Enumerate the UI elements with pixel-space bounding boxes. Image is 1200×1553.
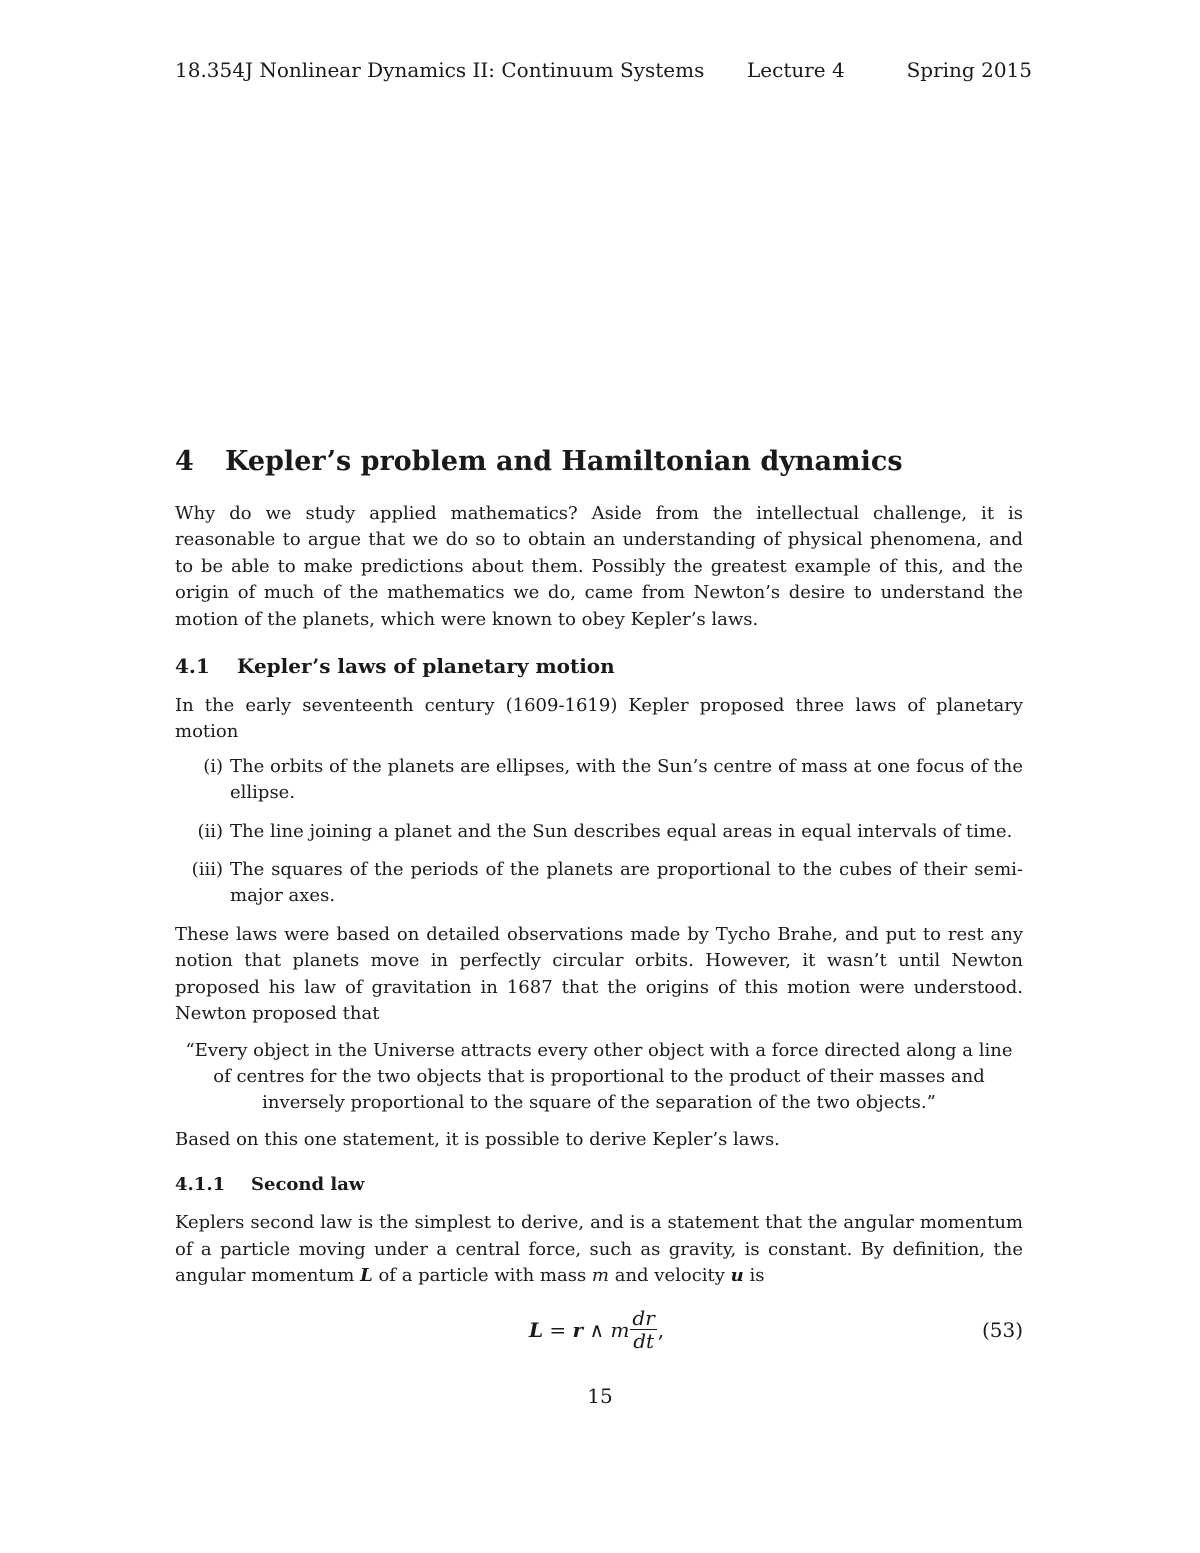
list-marker: (i) (203, 755, 223, 777)
conclusion-paragraph: Based on this one statement, it is possible to derive Kepler’s laws. (175, 1128, 780, 1150)
header-course-title: 18.354J Nonlinear Dynamics II: Continuum Systems (175, 58, 705, 82)
running-header (175, 58, 1032, 88)
math-symbol: L (360, 1264, 373, 1286)
equation-number: (53) (981, 1318, 1023, 1343)
section-heading (175, 444, 1023, 480)
subsection-heading (175, 652, 1023, 680)
fraction-denominator: dt (633, 1329, 655, 1354)
math-operator: = (543, 1317, 573, 1342)
newton-quote: “Every object in the Universe attracts every other object with a force directed along a line of centres for the two objects that is proportional to the product of their masses and inversely proportional to the square of the separation of the two objects.” (185, 1039, 1013, 1114)
subsection-number: 4.1 (175, 654, 210, 679)
paragraph-text: of a particle with mass (372, 1264, 592, 1286)
math-symbol: r (572, 1317, 584, 1342)
header-lecture-label: Lecture 4 (747, 58, 845, 82)
paragraph-text: is (743, 1264, 765, 1286)
list-item (175, 857, 1023, 910)
after-laws-paragraph: These laws were based on detailed observations made by Tycho Brahe, and put to rest any notion that planets move in perfectly circular orbits. However, it wasn’t until Newton proposed his law of gravitation in 1687 that the origins of this motion were understood. Newton proposed that (175, 923, 1023, 1025)
section-number: 4 (175, 446, 194, 477)
math-symbol: m (610, 1317, 630, 1342)
list-marker: (ii) (197, 820, 223, 842)
equation-body (529, 1307, 664, 1352)
math-symbol: L (529, 1317, 544, 1342)
section-title: Kepler’s problem and Hamiltonian dynamics (225, 446, 903, 477)
second-law-paragraph (175, 1210, 1023, 1289)
math-fraction (630, 1307, 656, 1352)
subsection-title: Kepler’s laws of planetary motion (237, 654, 615, 679)
subsubsection-heading (175, 1172, 1023, 1198)
section-intro-paragraph: Why do we study applied mathematics? Aside from the intellectual challenge, it is reasonable to argue that we do so to obtain an understanding of physical phenomena, and to be able to make predictions about them. Possibly the greatest example of this, and the origin of much of the mathematics we do, came from Newton’s desire to understand the motion of the planets, which were known to obey Kepler’s laws. (175, 503, 1023, 630)
subsubsection-number: 4.1.1 (175, 1174, 226, 1196)
math-punctuation: , (657, 1317, 665, 1342)
list-item (175, 819, 1023, 845)
list-item-text: The line joining a planet and the Sun describes equal areas in equal intervals of time. (230, 820, 1013, 842)
subsubsection-title: Second law (251, 1174, 365, 1196)
kepler-laws-list (175, 754, 1023, 910)
page-number: 15 (587, 1384, 613, 1408)
equation-53 (175, 1299, 1023, 1359)
list-item (175, 754, 1023, 807)
math-symbol: m (591, 1264, 609, 1286)
math-operator: ∧ (583, 1317, 611, 1342)
paragraph-text: and velocity (609, 1264, 731, 1286)
list-item-text: The orbits of the planets are ellipses, with the Sun’s centre of mass at one focus of the ellipse. (230, 755, 1023, 804)
main-content (175, 444, 1023, 1359)
paragraph-text: Keplers second law is the simplest to derive, and is a statement that the angular momentum of a particle moving under a central force, such as gravity, is constant. By definition, the angular momentum (175, 1212, 1023, 1286)
header-term: Spring 2015 (906, 58, 1032, 82)
fraction-numerator: dr (632, 1306, 655, 1331)
list-item-text: The squares of the periods of the planets are proportional to the cubes of their semi-major axes. (230, 859, 1023, 907)
math-symbol: u (730, 1264, 744, 1286)
list-marker: (iii) (191, 859, 223, 881)
subsection-intro-paragraph: In the early seventeenth century (1609-1619) Kepler proposed three laws of planetary motion (175, 695, 1023, 743)
